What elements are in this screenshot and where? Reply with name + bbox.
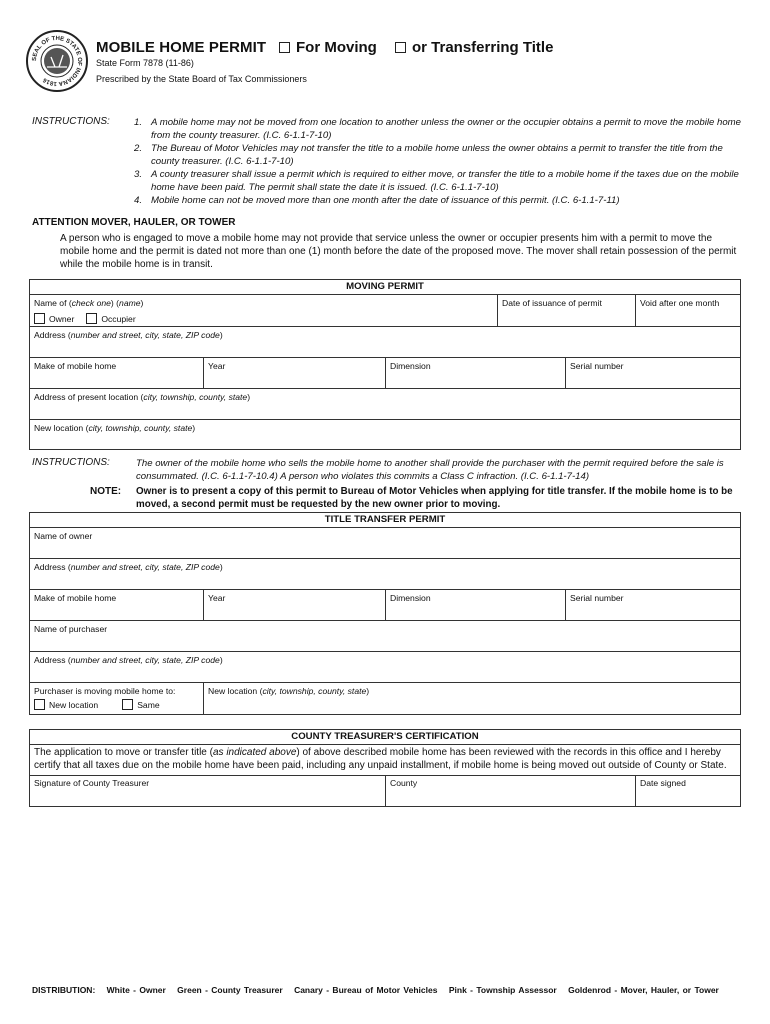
mp-dimension-field[interactable]: Dimension bbox=[386, 358, 566, 389]
same-option-label: Same bbox=[137, 699, 160, 710]
option-transfer[interactable] bbox=[395, 39, 553, 56]
mp-serial-field[interactable]: Serial number bbox=[566, 358, 740, 389]
mp-make-field[interactable]: Make of mobile home bbox=[30, 358, 204, 389]
state-seal bbox=[26, 30, 88, 92]
instruction-item: 2. The Bureau of Motor Vehicles may not transfer the title to a mobile home unless the owner obtains a permit to transfer the title from the county treasurer. (I.C. 6-1.1-7-10) bbox=[134, 143, 723, 167]
tt-address-field[interactable]: Address (number and street, city, state, ZIP code) bbox=[30, 559, 740, 590]
tt-dimension-field[interactable]: Dimension bbox=[386, 590, 566, 621]
prescribed-by: Prescribed by the State Board of Tax Commissioners bbox=[96, 74, 307, 84]
checkbox-owner[interactable] bbox=[34, 313, 45, 324]
instruction-item: 1. A mobile home may not be moved from one location to another unless the owner or the occupier obtains a permit to move the mobile home from the county treasurer. (I.C. 6-1.1-7-10) bbox=[134, 117, 741, 141]
mp-year-field[interactable]: Year bbox=[204, 358, 386, 389]
tt-make-field[interactable]: Make of mobile home bbox=[30, 590, 204, 621]
checkbox-new-location[interactable] bbox=[34, 699, 45, 710]
signature-field[interactable]: Signature of County Treasurer bbox=[30, 775, 386, 806]
svg-text:SEAL OF THE STATE OF INDIANA 1: SEAL OF THE STATE OF INDIANA 1816 bbox=[31, 35, 83, 87]
distribution-line bbox=[32, 985, 727, 995]
moving-permit-table bbox=[29, 279, 741, 450]
new-location-field[interactable]: New location (city, township, county, state) bbox=[34, 423, 196, 433]
instruction-item: 4. Mobile home can not be moved more than one month after the date of issuance of this permit. (I.C. 6-1.1-7-11) bbox=[134, 195, 620, 206]
note-label: NOTE: bbox=[90, 486, 122, 497]
checkbox-moving[interactable] bbox=[279, 42, 290, 53]
distribution-item: Goldenrod - Mover, Hauler, or Tower bbox=[568, 985, 719, 995]
date-issuance-field[interactable]: Date of issuance of permit bbox=[498, 295, 636, 327]
certification-heading: COUNTY TREASURER'S CERTIFICATION bbox=[30, 730, 740, 745]
checkbox-transfer[interactable] bbox=[395, 42, 406, 53]
instructions2-text: The owner of the mobile home who sells the mobile home to another shall provide the purchaser with the permit required before the sale is consummated. (I.C. 6-1.1-7-10.4) A person who violates this commits a Class C infraction. (I.C. 6-1.1-7-14) bbox=[136, 458, 724, 482]
tt-purchaser-address-field[interactable]: Address (number and street, city, state, ZIP code) bbox=[30, 652, 740, 683]
checkbox-same[interactable] bbox=[122, 699, 133, 710]
mp-address-field[interactable]: Address (number and street, city, state, ZIP code) bbox=[30, 327, 740, 358]
seal-icon bbox=[29, 33, 85, 89]
tt-owner-field[interactable]: Name of owner bbox=[30, 528, 740, 559]
instruction-item: 3. A county treasurer shall issue a permit which is required to either move, or transfer the title to a mobile home if the taxes due on the mobile home have been paid. The permit shall state the date it is issued. (I.C. 6-1.1-7-10) bbox=[134, 169, 739, 193]
note-text: Owner is to present a copy of this permit to Bureau of Motor Vehicles when applying for title transfer. If the mobile home is to be moved, a second permit must be requested by the new owner prior to moving. bbox=[136, 486, 733, 510]
purchaser-moving-field: Purchaser is moving mobile home to: New location Same bbox=[30, 683, 204, 714]
distribution-item: Canary - Bureau of Motor Vehicles bbox=[294, 985, 438, 995]
distribution-item: White - Owner bbox=[106, 985, 166, 995]
title-transfer-table bbox=[29, 512, 741, 715]
option-moving-label: For Moving bbox=[296, 39, 377, 56]
present-location-field[interactable]: Address of present location (city, township, county, state) bbox=[30, 389, 740, 420]
tt-serial-field[interactable]: Serial number bbox=[566, 590, 740, 621]
tt-year-field[interactable]: Year bbox=[204, 590, 386, 621]
owner-label: Owner bbox=[49, 313, 75, 324]
date-signed-field[interactable]: Date signed bbox=[640, 778, 686, 788]
tt-purchaser-field[interactable]: Name of purchaser bbox=[30, 621, 740, 652]
county-field[interactable]: County bbox=[386, 775, 636, 806]
form-number: State Form 7878 (11-86) bbox=[96, 58, 194, 68]
name-of-field[interactable]: Name of (check one) (name) Owner Occupier bbox=[30, 295, 498, 327]
title-transfer-heading: TITLE TRANSFER PERMIT bbox=[30, 513, 740, 528]
distribution-label: DISTRIBUTION: bbox=[32, 985, 96, 995]
instructions-label: INSTRUCTIONS: bbox=[32, 116, 110, 127]
distribution-item: Green - County Treasurer bbox=[177, 985, 283, 995]
moving-permit-heading: MOVING PERMIT bbox=[30, 280, 740, 295]
option-transfer-label: or Transferring Title bbox=[412, 39, 554, 56]
form-title: MOBILE HOME PERMIT bbox=[96, 39, 267, 56]
certification-text: The application to move or transfer title (as indicated above) of above described mobile home has been reviewed with the records in this office and I hereby certify that all taxes due on the mobile home have been paid, including any unpaid installment, if mobile home is being moved out outside of County or State. bbox=[34, 747, 727, 771]
checkbox-occupier[interactable] bbox=[86, 313, 97, 324]
distribution-item: Pink - Township Assessor bbox=[448, 985, 557, 995]
attention-text: A person who is engaged to move a mobile home may not provide that service unless the owner or occupier presents him with a permit to move the mobile home and the permit is dated not more than one (1) month before the date of the proposed move. The mover shall retain possession of the permit while the mobile home is in transit. bbox=[60, 233, 737, 270]
void-after-field[interactable]: Void after one month bbox=[636, 295, 740, 327]
instructions2-label: INSTRUCTIONS: bbox=[32, 457, 110, 468]
new-location-option-label: New location bbox=[49, 699, 99, 710]
certification-table bbox=[29, 729, 741, 807]
attention-heading: ATTENTION MOVER, HAULER, OR TOWER bbox=[32, 217, 236, 228]
tt-new-location-field[interactable]: New location (city, township, county, state) bbox=[208, 686, 370, 696]
instructions-list bbox=[134, 116, 744, 207]
occupier-label: Occupier bbox=[101, 313, 136, 324]
option-moving[interactable] bbox=[279, 39, 377, 56]
